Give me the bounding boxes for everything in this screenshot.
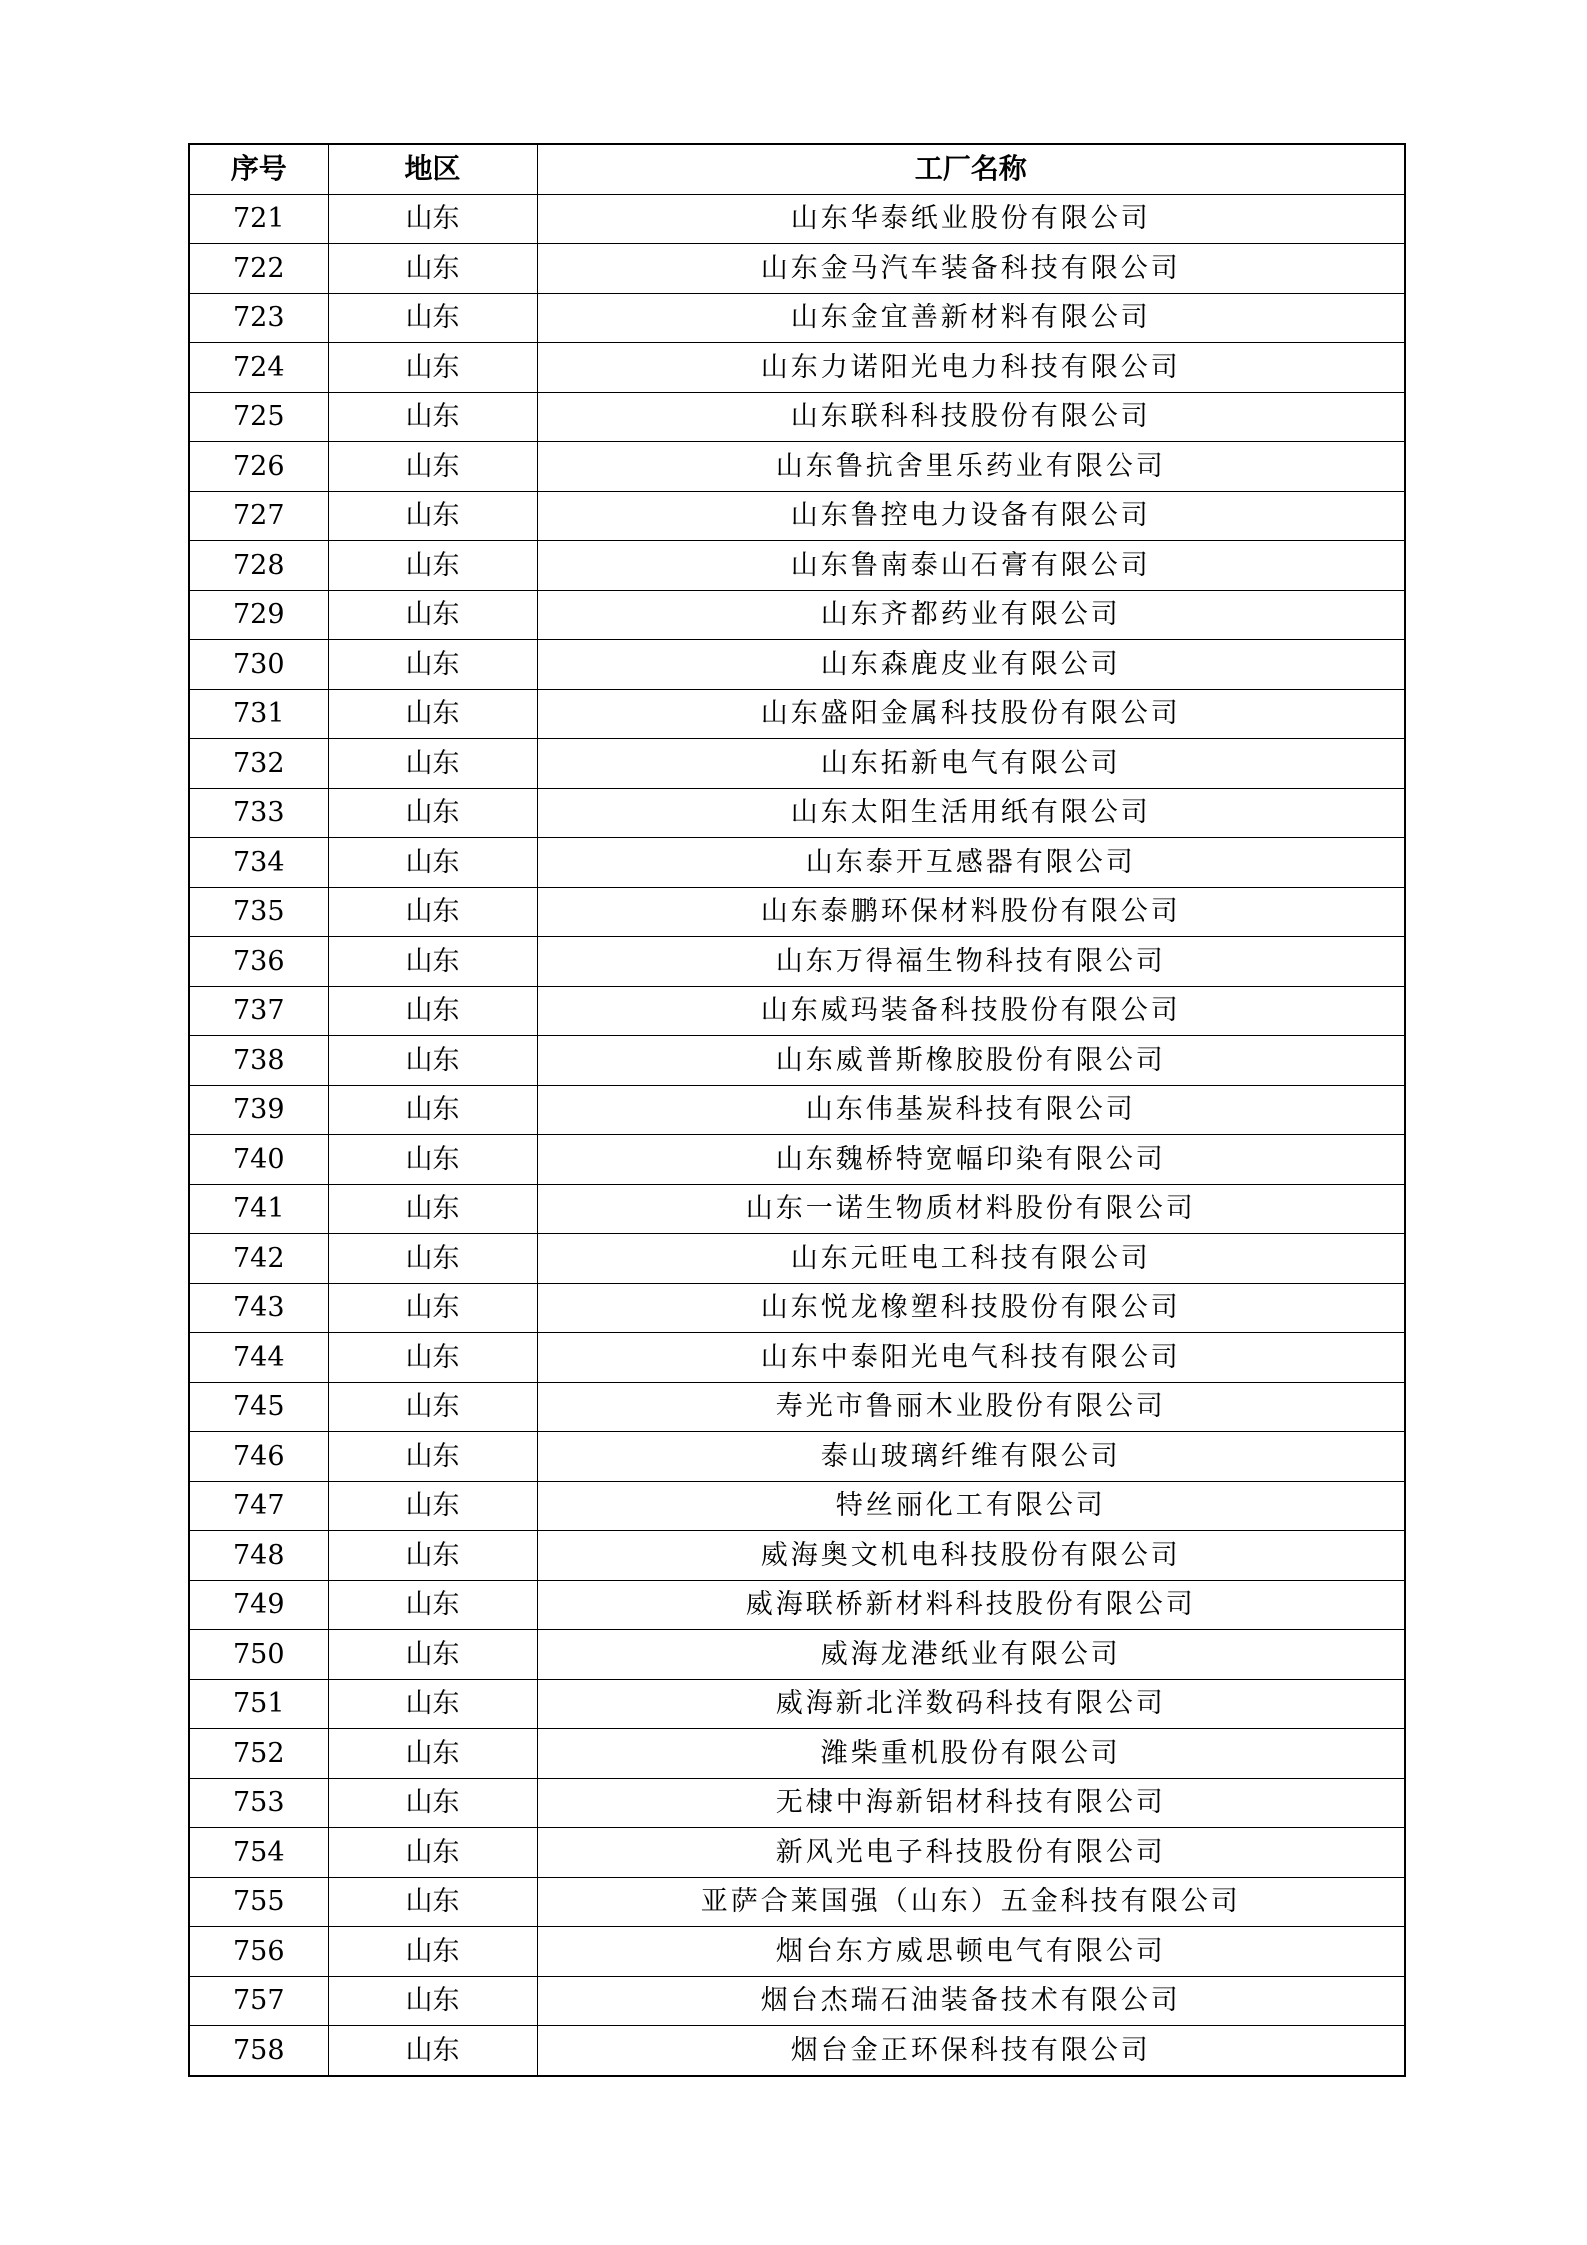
region-cell: 山东 [328,194,537,244]
serial-number-cell: 739 [189,1085,328,1135]
table-row [189,838,1405,888]
serial-number-cell: 749 [189,1580,328,1630]
region-cell: 山东 [328,689,537,739]
region-cell: 山东 [328,1580,537,1630]
region-cell: 山东 [328,1184,537,1234]
factory-name-cell: 潍柴重机股份有限公司 [537,1729,1405,1779]
factory-name-cell: 威海联桥新材料科技股份有限公司 [537,1580,1405,1630]
table-row [189,1976,1405,2026]
serial-number-cell: 728 [189,541,328,591]
factory-name-cell: 山东泰鹏环保材料股份有限公司 [537,887,1405,937]
serial-number-cell: 743 [189,1283,328,1333]
region-cell: 山东 [328,1828,537,1878]
region-cell: 山东 [328,1036,537,1086]
serial-number-cell: 753 [189,1778,328,1828]
serial-number-cell: 730 [189,640,328,690]
factory-name-cell: 山东金宜善新材料有限公司 [537,293,1405,343]
table-row [189,788,1405,838]
table-row [189,1630,1405,1680]
region-cell: 山东 [328,1877,537,1927]
header-factory-name: 工厂名称 [537,144,1405,194]
serial-number-cell: 741 [189,1184,328,1234]
serial-number-cell: 727 [189,491,328,541]
table-row [189,937,1405,987]
serial-number-cell: 732 [189,739,328,789]
serial-number-cell: 726 [189,442,328,492]
serial-number-cell: 721 [189,194,328,244]
factory-name-cell: 特丝丽化工有限公司 [537,1481,1405,1531]
factory-name-cell: 山东魏桥特宽幅印染有限公司 [537,1135,1405,1185]
factory-name-cell: 山东齐都药业有限公司 [537,590,1405,640]
region-cell: 山东 [328,244,537,294]
factory-name-cell: 山东泰开互感器有限公司 [537,838,1405,888]
table-row [189,293,1405,343]
serial-number-cell: 731 [189,689,328,739]
serial-number-cell: 758 [189,2026,328,2076]
factory-name-cell: 烟台杰瑞石油装备技术有限公司 [537,1976,1405,2026]
table-row [189,590,1405,640]
table-row [189,1778,1405,1828]
table-row [189,1234,1405,1284]
table-row [189,887,1405,937]
region-cell: 山东 [328,541,537,591]
serial-number-cell: 737 [189,986,328,1036]
serial-number-cell: 746 [189,1432,328,1482]
factory-name-cell: 山东鲁抗舍里乐药业有限公司 [537,442,1405,492]
table-row [189,541,1405,591]
factory-name-cell: 山东元旺电工科技有限公司 [537,1234,1405,1284]
table-row [189,1580,1405,1630]
table-row [189,1481,1405,1531]
region-cell: 山东 [328,293,537,343]
region-cell: 山东 [328,1481,537,1531]
factory-list-table [188,143,1406,2077]
factory-name-cell: 山东华泰纸业股份有限公司 [537,194,1405,244]
table-row [189,343,1405,393]
region-cell: 山东 [328,1085,537,1135]
serial-number-cell: 724 [189,343,328,393]
serial-number-cell: 756 [189,1927,328,1977]
region-cell: 山东 [328,1976,537,2026]
factory-name-cell: 山东力诺阳光电力科技有限公司 [537,343,1405,393]
serial-number-cell: 751 [189,1679,328,1729]
factory-name-cell: 山东悦龙橡塑科技股份有限公司 [537,1283,1405,1333]
region-cell: 山东 [328,1729,537,1779]
table-row [189,689,1405,739]
factory-name-cell: 烟台东方威思顿电气有限公司 [537,1927,1405,1977]
factory-name-cell: 亚萨合莱国强（山东）五金科技有限公司 [537,1877,1405,1927]
table-row [189,1531,1405,1581]
region-cell: 山东 [328,788,537,838]
serial-number-cell: 747 [189,1481,328,1531]
serial-number-cell: 755 [189,1877,328,1927]
factory-name-cell: 山东鲁南泰山石膏有限公司 [537,541,1405,591]
serial-number-cell: 734 [189,838,328,888]
table-row [189,1036,1405,1086]
table-row [189,1927,1405,1977]
region-cell: 山东 [328,887,537,937]
factory-name-cell: 山东盛阳金属科技股份有限公司 [537,689,1405,739]
factory-name-cell: 威海奥文机电科技股份有限公司 [537,1531,1405,1581]
factory-name-cell: 山东威玛装备科技股份有限公司 [537,986,1405,1036]
region-cell: 山东 [328,739,537,789]
region-cell: 山东 [328,590,537,640]
region-cell: 山东 [328,1382,537,1432]
table-row [189,1085,1405,1135]
factory-name-cell: 山东伟基炭科技有限公司 [537,1085,1405,1135]
region-cell: 山东 [328,1531,537,1581]
region-cell: 山东 [328,640,537,690]
table-row [189,1828,1405,1878]
serial-number-cell: 738 [189,1036,328,1086]
table-row [189,1877,1405,1927]
table-row [189,194,1405,244]
region-cell: 山东 [328,1234,537,1284]
factory-name-cell: 山东拓新电气有限公司 [537,739,1405,789]
region-cell: 山东 [328,1630,537,1680]
table-row [189,1283,1405,1333]
serial-number-cell: 723 [189,293,328,343]
region-cell: 山东 [328,1778,537,1828]
header-region: 地区 [328,144,537,194]
table-row [189,1382,1405,1432]
region-cell: 山东 [328,986,537,1036]
table-header [189,144,1405,194]
table-row [189,244,1405,294]
region-cell: 山东 [328,1432,537,1482]
serial-number-cell: 750 [189,1630,328,1680]
serial-number-cell: 736 [189,937,328,987]
region-cell: 山东 [328,1679,537,1729]
region-cell: 山东 [328,392,537,442]
header-serial-number: 序号 [189,144,328,194]
serial-number-cell: 740 [189,1135,328,1185]
region-cell: 山东 [328,442,537,492]
region-cell: 山东 [328,343,537,393]
table-row [189,1432,1405,1482]
serial-number-cell: 754 [189,1828,328,1878]
factory-name-cell: 新风光电子科技股份有限公司 [537,1828,1405,1878]
factory-name-cell: 山东金马汽车装备科技有限公司 [537,244,1405,294]
region-cell: 山东 [328,1927,537,1977]
factory-name-cell: 泰山玻璃纤维有限公司 [537,1432,1405,1482]
table-row [189,640,1405,690]
table-row [189,1729,1405,1779]
serial-number-cell: 735 [189,887,328,937]
factory-name-cell: 山东森鹿皮业有限公司 [537,640,1405,690]
serial-number-cell: 733 [189,788,328,838]
table-row [189,1333,1405,1383]
serial-number-cell: 748 [189,1531,328,1581]
factory-name-cell: 无棣中海新铝材科技有限公司 [537,1778,1405,1828]
factory-name-cell: 山东威普斯橡胶股份有限公司 [537,1036,1405,1086]
table-row [189,442,1405,492]
factory-name-cell: 山东联科科技股份有限公司 [537,392,1405,442]
region-cell: 山东 [328,491,537,541]
region-cell: 山东 [328,838,537,888]
factory-name-cell: 威海新北洋数码科技有限公司 [537,1679,1405,1729]
serial-number-cell: 725 [189,392,328,442]
region-cell: 山东 [328,1333,537,1383]
header-row [189,144,1405,194]
factory-name-cell: 烟台金正环保科技有限公司 [537,2026,1405,2076]
factory-name-cell: 山东一诺生物质材料股份有限公司 [537,1184,1405,1234]
factory-name-cell: 山东鲁控电力设备有限公司 [537,491,1405,541]
factory-name-cell: 山东太阳生活用纸有限公司 [537,788,1405,838]
region-cell: 山东 [328,1283,537,1333]
table-row [189,1679,1405,1729]
table-row [189,739,1405,789]
factory-name-cell: 寿光市鲁丽木业股份有限公司 [537,1382,1405,1432]
table-row [189,392,1405,442]
serial-number-cell: 729 [189,590,328,640]
serial-number-cell: 745 [189,1382,328,1432]
serial-number-cell: 722 [189,244,328,294]
serial-number-cell: 744 [189,1333,328,1383]
factory-name-cell: 威海龙港纸业有限公司 [537,1630,1405,1680]
serial-number-cell: 742 [189,1234,328,1284]
table-body [189,194,1405,2076]
serial-number-cell: 752 [189,1729,328,1779]
table-row [189,1184,1405,1234]
factory-name-cell: 山东中泰阳光电气科技有限公司 [537,1333,1405,1383]
region-cell: 山东 [328,2026,537,2076]
table-row [189,2026,1405,2076]
serial-number-cell: 757 [189,1976,328,2026]
table-row [189,986,1405,1036]
table-row [189,491,1405,541]
region-cell: 山东 [328,1135,537,1185]
factory-name-cell: 山东万得福生物科技有限公司 [537,937,1405,987]
table-row [189,1135,1405,1185]
region-cell: 山东 [328,937,537,987]
